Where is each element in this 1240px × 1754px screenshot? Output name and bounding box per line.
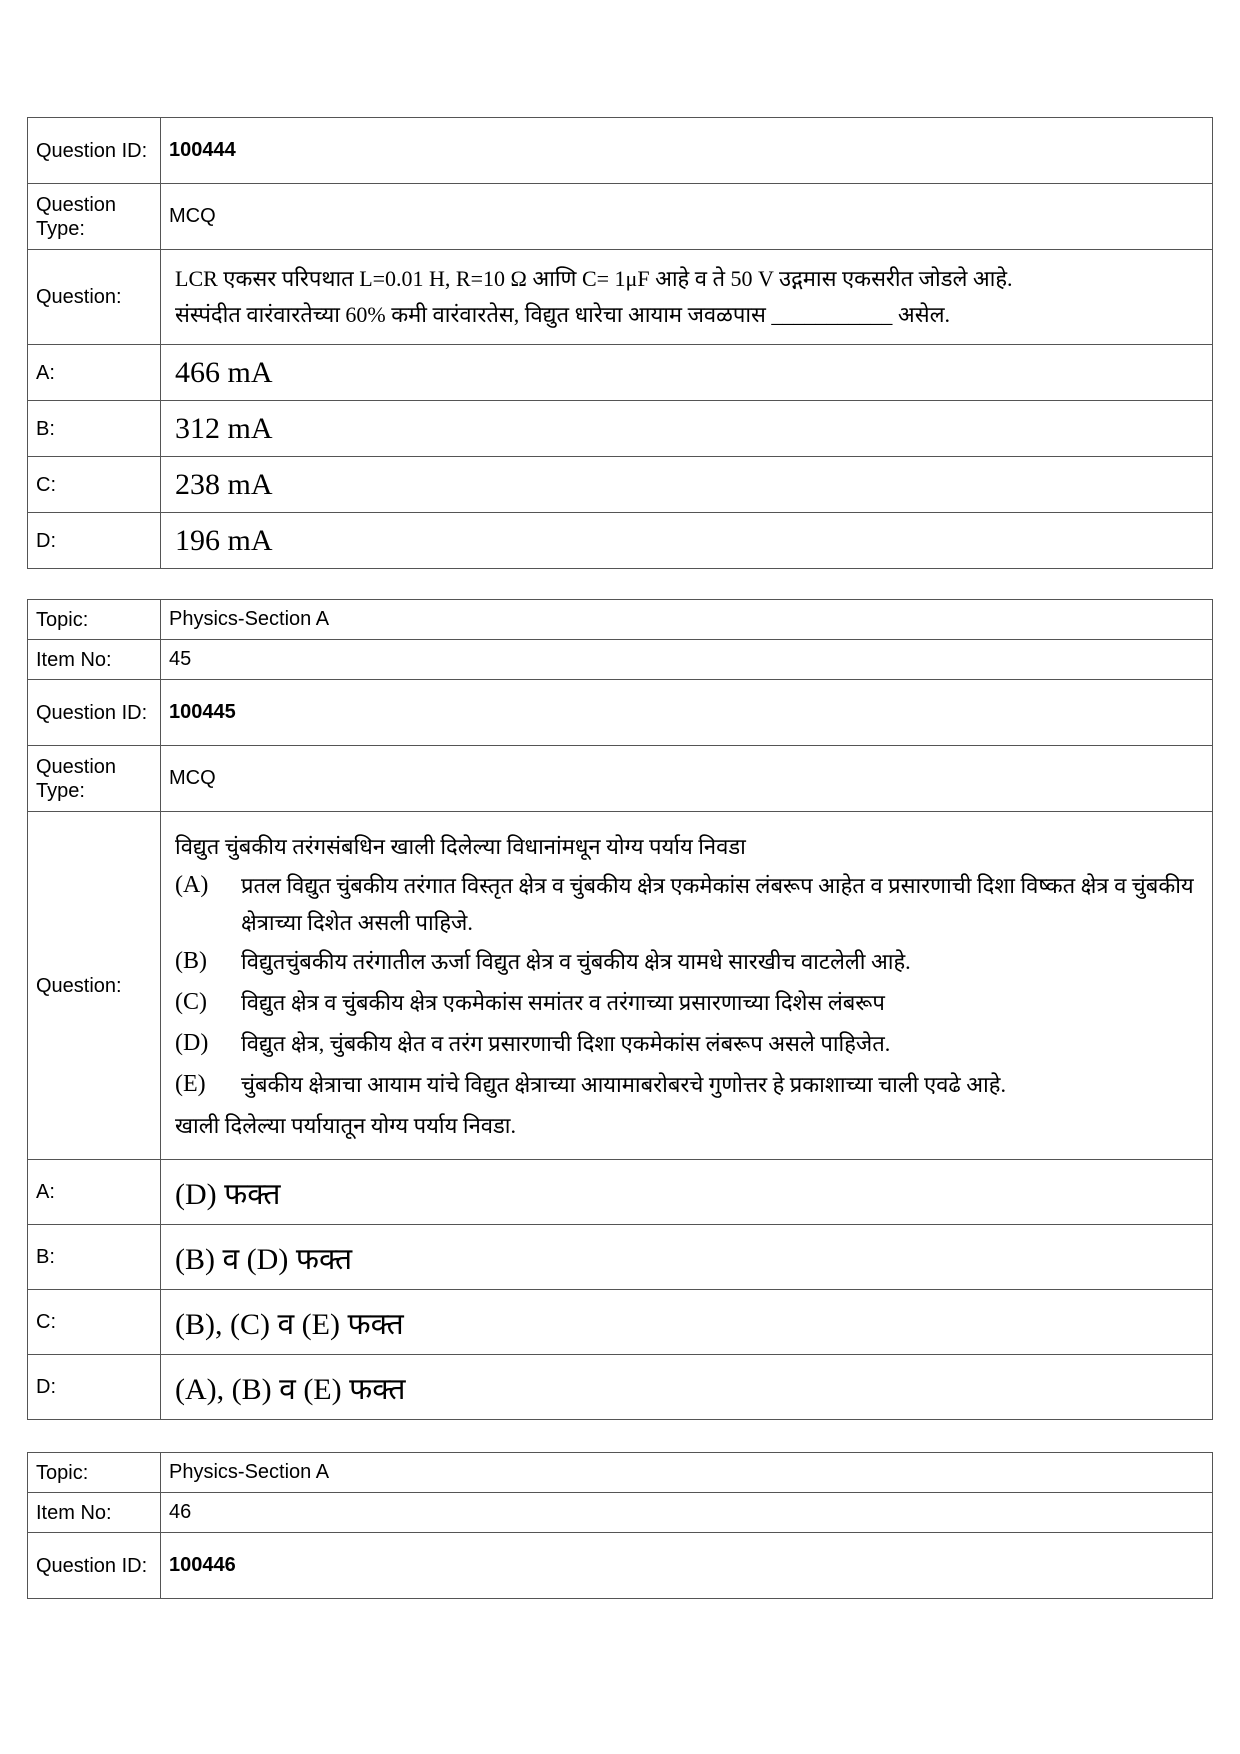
- row-topic: [28, 600, 1213, 640]
- question-table-100445: [27, 599, 1213, 1420]
- question-text: [161, 250, 1213, 345]
- statement-e: [175, 1064, 1204, 1105]
- option-d-value: 196 mA: [161, 513, 1213, 569]
- option-b-value: (B) व (D) फक्त: [161, 1225, 1213, 1290]
- question-line-1: LCR एकसर परिपथात L=0.01 H, R=10 Ω आणि C= 1μF आहे व ते 50 V उद्गमास एकसरीत जोडले आहे.: [175, 266, 1013, 291]
- question-id-value: 100446: [161, 1533, 1213, 1599]
- statement-key: (C): [175, 988, 207, 1015]
- statement-a: [175, 867, 1204, 941]
- row-option-b: [28, 401, 1213, 457]
- row-option-a: [28, 345, 1213, 401]
- statement-d: [175, 1023, 1204, 1064]
- label-option-a: A:: [28, 1160, 161, 1225]
- question-text: [161, 812, 1213, 1160]
- label-topic: Topic:: [28, 600, 161, 640]
- statement-b: [175, 941, 1204, 982]
- label-topic: Topic:: [28, 1453, 161, 1493]
- statement-key: (B): [175, 947, 207, 974]
- statement-text: विद्युत क्षेत्र, चुंबकीय क्षेत व तरंग प्रसारणाची दिशा एकमेकांस लंबरूप असले पाहिजेत.: [241, 1030, 891, 1056]
- label-option-c: C:: [28, 457, 161, 513]
- row-question-type: [28, 184, 1213, 250]
- question-type-value: MCQ: [161, 746, 1213, 812]
- label-question: Question:: [28, 250, 161, 345]
- label-question-id: Question ID:: [28, 1533, 161, 1599]
- row-question-id: [28, 680, 1213, 746]
- option-d-value: (A), (B) व (E) फक्त: [161, 1355, 1213, 1420]
- row-question-id: [28, 118, 1213, 184]
- option-a-value: 466 mA: [161, 345, 1213, 401]
- question-id-value: 100444: [161, 118, 1213, 184]
- statement-key: (A): [175, 871, 209, 898]
- statement-text: विद्युतचुंबकीय तरंगातील ऊर्जा विद्युत क्षेत्र व चुंबकीय क्षेत्र यामधे सारखीच वाटलेली आहे.: [241, 948, 911, 974]
- question-line-2: संस्पंदीत वारंवारतेच्या 60% कमी वारंवारतेस, विद्युत धारेचा आयाम जवळपास ___________ असेल.: [175, 302, 951, 327]
- row-question-type: [28, 746, 1213, 812]
- row-option-c: [28, 457, 1213, 513]
- label-question-type: Question Type:: [28, 746, 161, 812]
- label-option-b: B:: [28, 401, 161, 457]
- statement-c: [175, 982, 1204, 1023]
- question-outro: खाली दिलेल्या पर्यायातून योग्य पर्याय निवडा.: [175, 1112, 517, 1138]
- option-c-value: 238 mA: [161, 457, 1213, 513]
- row-option-b: [28, 1225, 1213, 1290]
- label-question: Question:: [28, 812, 161, 1160]
- row-question: [28, 812, 1213, 1160]
- row-topic: [28, 1453, 1213, 1493]
- question-table-100444: [27, 117, 1213, 569]
- label-option-a: A:: [28, 345, 161, 401]
- row-option-c: [28, 1290, 1213, 1355]
- row-option-a: [28, 1160, 1213, 1225]
- label-question-id: Question ID:: [28, 118, 161, 184]
- label-option-d: D:: [28, 513, 161, 569]
- row-option-d: [28, 1355, 1213, 1420]
- option-a-value: (D) फक्त: [161, 1160, 1213, 1225]
- option-b-value: 312 mA: [161, 401, 1213, 457]
- statement-key: (D): [175, 1029, 209, 1056]
- topic-value: Physics-Section A: [161, 600, 1213, 640]
- row-item-no: [28, 640, 1213, 680]
- option-c-value: (B), (C) व (E) फक्त: [161, 1290, 1213, 1355]
- item-no-value: 46: [161, 1493, 1213, 1533]
- label-item-no: Item No:: [28, 640, 161, 680]
- label-question-type: Question Type:: [28, 184, 161, 250]
- label-option-b: B:: [28, 1225, 161, 1290]
- label-option-d: D:: [28, 1355, 161, 1420]
- question-intro: विद्युत चुंबकीय तरंगसंबधिन खाली दिलेल्या विधानांमधून योग्य पर्याय निवडा: [175, 833, 746, 859]
- statement-text: विद्युत क्षेत्र व चुंबकीय क्षेत्र एकमेकांस समांतर व तरंगाच्या प्रसारणाच्या दिशेस लंबरूप: [241, 989, 885, 1015]
- row-question-id: [28, 1533, 1213, 1599]
- row-option-d: [28, 513, 1213, 569]
- row-item-no: [28, 1493, 1213, 1533]
- label-option-c: C:: [28, 1290, 161, 1355]
- question-table-100446: [27, 1452, 1213, 1599]
- statement-text: चुंबकीय क्षेत्राचा आयाम यांचे विद्युत क्षेत्राच्या आयामाबरोबरचे गुणोत्तर हे प्रकाशाच्या चाली एवढे आहे.: [241, 1071, 1006, 1097]
- statement-key: (E): [175, 1070, 206, 1097]
- row-question: [28, 250, 1213, 345]
- question-type-value: MCQ: [161, 184, 1213, 250]
- item-no-value: 45: [161, 640, 1213, 680]
- statement-text: प्रतल विद्युत चुंबकीय तरंगात विस्तृत क्षेत्र व चुंबकीय क्षेत्र एकमेकांस लंबरूप आहेत व प्रसारणाची दिशा विष्कत क्षेत्र व चुंबकीय क्षेत्राच्या दिशेत असली पाहिजे.: [241, 872, 1194, 935]
- question-id-value: 100445: [161, 680, 1213, 746]
- label-question-id: Question ID:: [28, 680, 161, 746]
- topic-value: Physics-Section A: [161, 1453, 1213, 1493]
- label-item-no: Item No:: [28, 1493, 161, 1533]
